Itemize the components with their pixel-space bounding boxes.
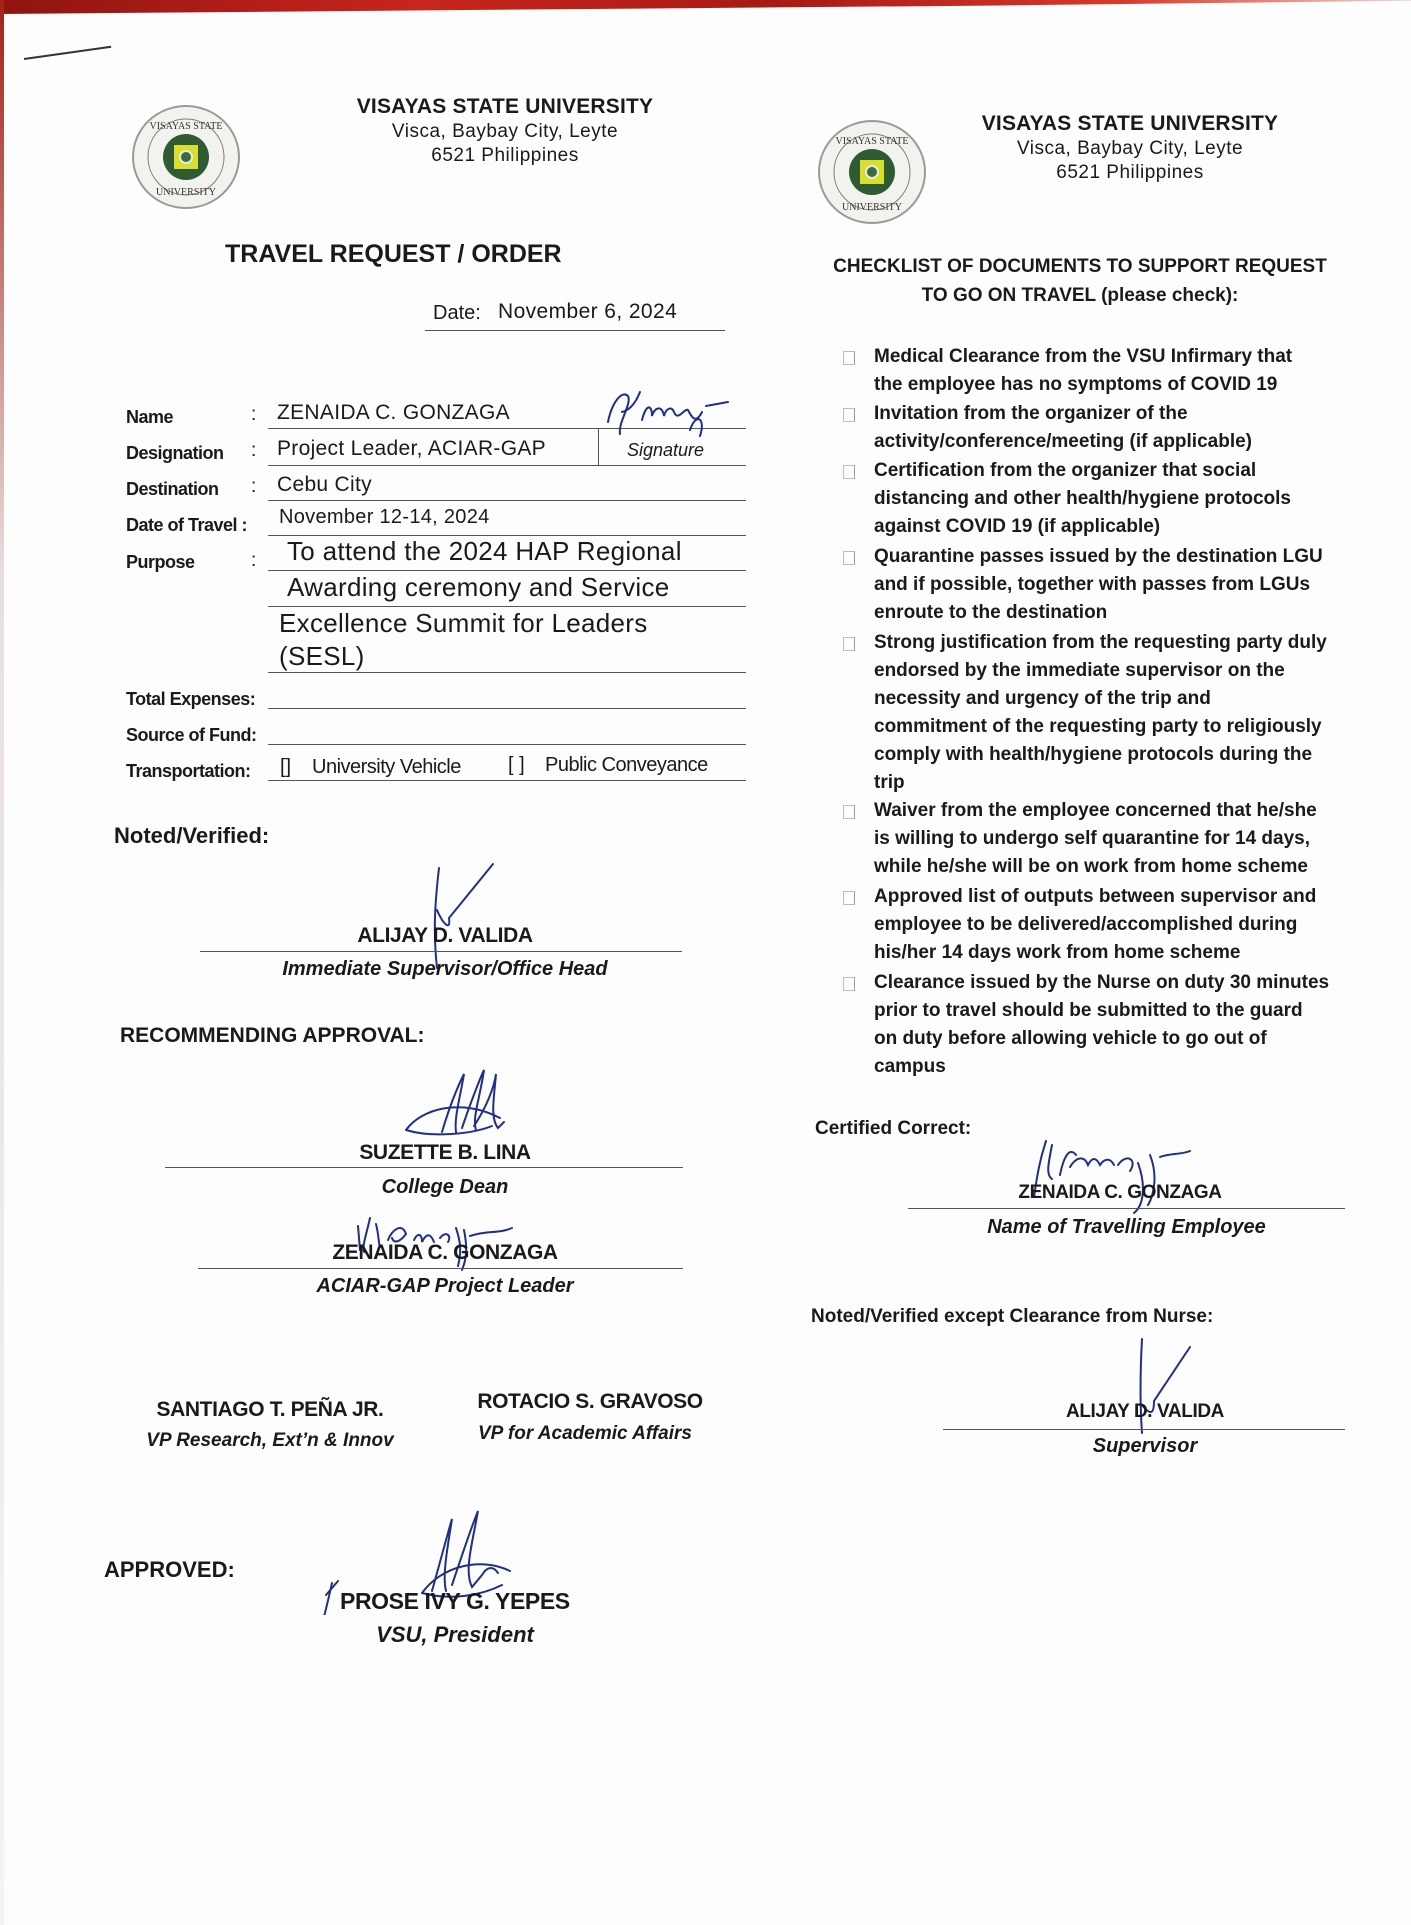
colon: : [251,440,257,461]
item-text: against COVID 19 (if applicable) [874,516,1161,537]
signature-label: Signature [627,440,705,460]
total-expenses-label: Total Expenses: [126,689,256,709]
checkbox[interactable] [843,408,855,422]
dean-signature [402,1068,512,1140]
public-conveyance-checkbox[interactable]: [ ] [508,754,525,776]
employee-title: Name of Travelling Employee [987,1216,1266,1238]
item-text: enroute to the destination [874,602,1108,623]
item-text: Invitation from the organizer of the [874,403,1188,424]
item-text: comply with health/hygiene protocols during the [874,744,1313,765]
signature-divider [598,429,599,465]
university-vehicle-label: University Vehicle [312,756,461,778]
source-of-fund-underline [268,744,746,745]
address-line-2: 6521 Philippines [1056,162,1204,183]
item-text: distancing and other health/hygiene protocols [874,488,1291,509]
checkbox[interactable] [843,551,855,565]
item-text: endorsed by the immediate supervisor on the [874,660,1285,681]
noted-except-title: Supervisor [1092,1435,1198,1457]
designation-field[interactable]: Project Leader, ACIAR-GAP [277,437,546,460]
project-leader-underline [198,1268,683,1269]
svg-text:VISAYAS STATE: VISAYAS STATE [835,136,909,147]
vp-research-name: SANTIAGO T. PEÑA JR. [156,1398,384,1421]
supervisor-signature [425,862,505,972]
purpose-underline-2 [268,606,746,607]
name-label: Name [126,407,174,427]
item-text: employee to be delivered/accomplished during [874,914,1298,935]
president-name: PROSE IVY G. YEPES [340,1588,570,1614]
purpose-label: Purpose [126,552,195,572]
project-leader-title: ACIAR-GAP Project Leader [316,1275,574,1297]
item-text: on duty before allowing vehicle to go out of [874,1028,1267,1049]
recommending-approval-heading: RECOMMENDING APPROVAL: [120,1024,425,1047]
date-of-travel-label: Date of Travel : [126,515,248,535]
item-text: the employee has no symptoms of COVID 19 [874,374,1278,395]
address-line-1: Visca, Baybay City, Leyte [1016,138,1244,159]
checkbox[interactable] [843,805,855,819]
vp-academic-title: VP for Academic Affairs [477,1423,692,1444]
svg-text:UNIVERSITY: UNIVERSITY [842,202,902,213]
university-header [955,112,1305,184]
transportation-underline [268,780,746,781]
item-text: activity/conference/meeting (if applicable) [874,431,1252,452]
item-text: Approved list of outputs between supervisor and [874,886,1317,907]
item-text: Waiver from the employee concerned that he/she [874,800,1317,821]
source-of-fund-label: Source of Fund: [126,725,257,745]
employee-underline [908,1208,1345,1209]
purpose-line-3[interactable]: Excellence Summit for Leaders [279,608,648,638]
purpose-underline-3 [268,672,746,673]
checkbox[interactable] [843,465,855,479]
checklist-title-line-2: TO GO ON TRAVEL (please check): [921,285,1239,306]
item-text: Medical Clearance from the VSU Infirmary that [874,346,1293,367]
date-underline [425,330,725,331]
employee-name: ZENAIDA C. GONZAGA [1018,1182,1222,1203]
destination-field[interactable]: Cebu City [277,473,372,496]
public-conveyance-label: Public Conveyance [545,754,708,776]
item-text: Certification from the organizer that social [874,460,1257,481]
project-leader-name: ZENAIDA C. GONZAGA [332,1241,558,1264]
designation-underline [268,465,746,466]
svg-text:VISAYAS STATE: VISAYAS STATE [149,121,223,132]
purpose-line-2[interactable]: Awarding ceremony and Service [287,572,670,602]
president-title: VSU, President [376,1622,534,1647]
dean-name: SUZETTE B. LINA [359,1141,531,1164]
designation-label: Designation [126,443,224,463]
item-text: commitment of the requesting party to religiously [874,716,1322,737]
checkbox[interactable] [843,637,855,651]
item-text: and if possible, together with passes from LGUs [874,574,1311,595]
destination-underline [268,500,746,501]
university-name: VISAYAS STATE UNIVERSITY [981,112,1279,135]
date-label: Date: [433,302,481,324]
colon: : [251,476,257,497]
noted-except-name: ALIJAY D. VALIDA [1066,1401,1224,1422]
certified-correct-heading: Certified Correct: [815,1118,972,1139]
item-text: Strong justification from the requesting party duly [874,632,1327,653]
noted-verified-heading: Noted/Verified: [114,823,270,848]
item-text: is willing to undergo self quarantine for 14 days, [874,828,1311,849]
noted-verified-name: ALIJAY D. VALIDA [357,924,533,947]
item-text: necessity and urgency of the trip and [874,688,1211,709]
transportation-label: Transportation: [126,761,251,781]
page-title: TRAVEL REQUEST / ORDER [225,240,562,268]
item-text: Clearance issued by the Nurse on duty 30 minutes [874,972,1330,993]
total-expenses-underline [268,708,746,709]
checklist-title-line-1: CHECKLIST OF DOCUMENTS TO SUPPORT REQUEST [833,256,1327,277]
university-seal-icon [132,105,240,209]
university-seal-icon [818,120,926,224]
checklist-title [815,252,1345,310]
checkbox[interactable] [843,351,855,365]
name-field[interactable]: ZENAIDA C. GONZAGA [277,401,510,424]
item-text: trip [874,772,905,793]
noted-except-heading: Noted/Verified except Clearance from Nurse: [811,1306,1214,1327]
applicant-signature [600,382,735,442]
checkbox[interactable] [843,891,855,905]
destination-label: Destination [126,479,219,499]
university-name: VISAYAS STATE UNIVERSITY [356,95,654,118]
left-border-edge [0,0,4,1925]
noted-except-underline [943,1429,1345,1430]
date-of-travel-field[interactable]: November 12-14, 2024 [279,506,490,528]
colon: : [251,404,257,425]
address-line-2: 6521 Philippines [431,145,579,166]
top-border-edge [0,0,1411,14]
dean-underline [165,1167,683,1168]
item-text: prior to travel should be submitted to the guard [874,1000,1303,1021]
vp-research-title: VP Research, Ext’n & Innov [146,1430,394,1451]
purpose-line-1[interactable]: To attend the 2024 HAP Regional [287,536,682,566]
item-text: campus [874,1056,946,1077]
university-header [330,95,680,167]
vp-academic-name: ROTACIO S. GRAVOSO [477,1390,703,1413]
purpose-line-4[interactable]: (SESL) [279,641,365,671]
university-vehicle-checkbox[interactable]: [] [280,756,292,778]
item-text: Quarantine passes issued by the destination LGU [874,546,1323,567]
item-text: his/her 14 days work from home scheme [874,942,1241,963]
noted-verified-underline [200,951,682,952]
address-line-1: Visca, Baybay City, Leyte [391,121,619,142]
purpose-underline-1 [268,570,746,571]
item-text: while he/she will be on work from home scheme [874,856,1308,877]
date-value: November 6, 2024 [498,300,678,323]
approved-heading: APPROVED: [104,1557,235,1582]
dean-title: College Dean [381,1176,509,1198]
checkbox[interactable] [843,977,855,991]
colon: : [251,550,257,571]
noted-verified-title: Immediate Supervisor/Office Head [282,958,608,980]
pen-mark [24,46,111,60]
svg-text:UNIVERSITY: UNIVERSITY [156,187,216,198]
